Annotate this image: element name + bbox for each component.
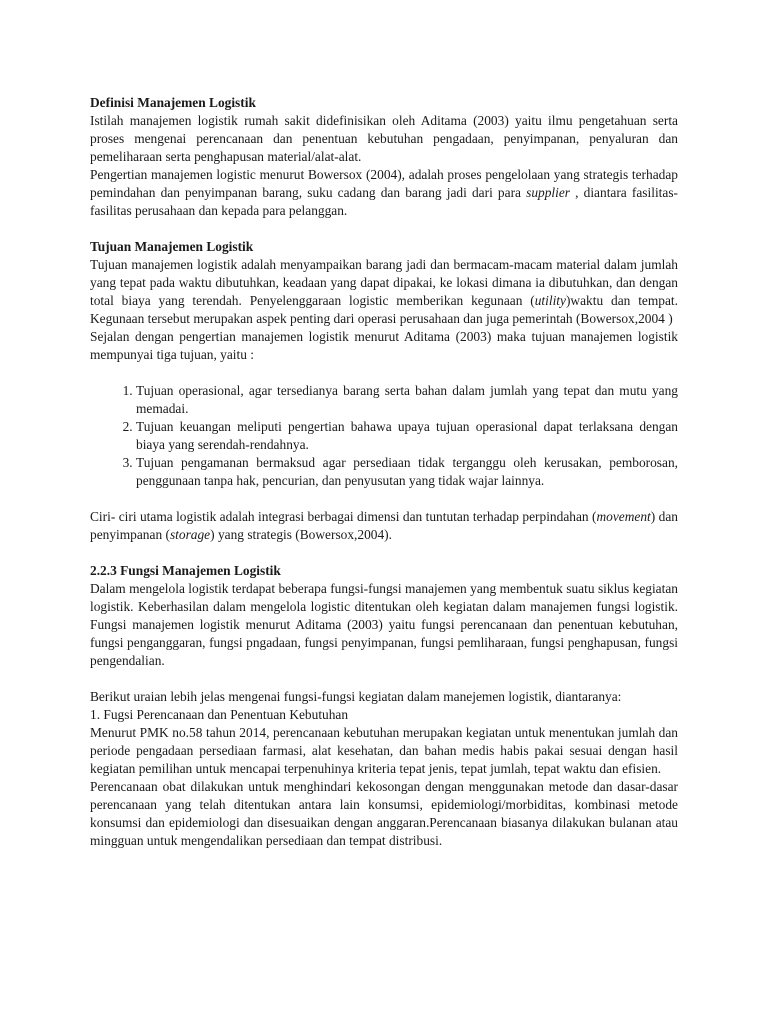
paragraph-tujuan-3 (90, 508, 678, 544)
paragraph-fungsi-1: Dalam mengelola logistik terdapat beberapa fungsi-fungsi manajemen yang membentuk suatu siklus kegiatan logistik. Keberhasilan dalam mengelola logistic ditentukan oleh kegiatan dalam manajemen fungsi logistik. Fungsi manajemen logistik menurut Aditama (2003) yaitu fungsi perencanaan dan penentuan kebutuhan, fungsi penganggaran, fungsi pngadaan, fungsi penyimpanan, fungsi pemliharaan, fungsi penghapusan, fungsi pengendalian. (90, 581, 678, 668)
paragraph-fungsi-5: Perencanaan obat dilakukan untuk menghindari kekosongan dengan menggunakan metode dan dasar-dasar perencanaan yang telah ditentukan antara lain konsumsi, epidemiologi/morbiditas, kombinasi metode konsumsi dan epidemiologi dan disesuaikan dengan anggaran.Perencanaan biasanya dilakukan bulanan atau mingguan untuk mengendalikan persediaan dan tempat distribusi. (90, 779, 678, 848)
text-run: Tujuan manajemen logistik adalah menyampaikan barang jadi dan bermacam-macam material dalam jumlah yang tepat pada waktu dibutuhkan, keadaan yang dapat dipakai, ke lokasi dimana ia dibutuhkan, dan dengan total biaya yang terendah. Penyelenggaraan logistic memberikan kegunaan ( (90, 257, 678, 308)
italic-term-movement: movement (596, 509, 651, 524)
paragraph-fungsi-4: Menurut PMK no.58 tahun 2014, perencanaan kebutuhan merupakan kegiatan untuk menentukan jumlah dan periode pengadaan persediaan farmasi, alat kesehatan, dan bahan medis habis pakai sesuai dengan hasil kegiatan pemilihan untuk mencapai terpenuhinya kriteria tepat jenis, tepat jumlah, tepat waktu dan efisien. (90, 725, 678, 776)
paragraph-definisi-2 (90, 166, 678, 220)
spacer (90, 490, 678, 508)
italic-term-supplier: supplier (526, 185, 571, 200)
heading-tujuan: Tujuan Manajemen Logistik (90, 239, 254, 254)
spacer (90, 364, 678, 382)
spacer (90, 544, 678, 562)
paragraph-fungsi-2: Berikut uraian lebih jelas mengenai fungsi-fungsi kegiatan dalam manejemen logistik, diantaranya: (90, 689, 622, 704)
spacer (90, 670, 678, 688)
text-run: , diantara fasilitas-fasilitas perusahaan dan kepada para pelanggan. (90, 185, 678, 218)
tujuan-list (90, 382, 678, 490)
document-body (90, 94, 678, 850)
text-run: ) dan penyimpanan ( (90, 509, 678, 542)
text-run: ) yang strategis (Bowersox,2004). (210, 527, 392, 542)
text-run: Ciri- ciri utama logistik adalah integrasi berbagai dimensi dan tuntutan terhadap perpindahan ( (90, 509, 597, 524)
spacer (90, 220, 678, 238)
italic-term-utility: utility (534, 293, 566, 308)
heading-definisi: Definisi Manajemen Logistik (90, 95, 256, 110)
list-item: 1. Tujuan operasional, agar tersedianya barang serta bahan dalam jumlah yang tepat dan mutu yang memadai. (136, 382, 678, 418)
list-item: 3. Tujuan pengamanan bermaksud agar persediaan tidak terganggu oleh kerusakan, pemborosan, penggunaan tanpa hak, pencurian, dan penyusutan yang tidak wajar lainnya. (136, 454, 678, 490)
list-item: 2. Tujuan keuangan meliputi pengertian bahawa upaya tujuan operasional dapat terlaksana dengan biaya yang serendah-rendahnya. (136, 418, 678, 454)
paragraph-tujuan-1 (90, 256, 678, 328)
paragraph-fungsi-3: 1. Fugsi Perencanaan dan Penentuan Kebutuhan (90, 707, 349, 722)
heading-fungsi: 2.2.3 Fungsi Manajemen Logistik (90, 563, 281, 578)
text-run: )waktu dan tempat. Kegunaan tersebut merupakan aspek penting dari operasi perusahaan dan juga pemerintah (Bowersox,2004 ) (90, 293, 678, 326)
paragraph-definisi-1: Istilah manajemen logistik rumah sakit didefinisikan oleh Aditama (2003) yaitu ilmu pengetahuan serta proses mengenai perencanaan dan penentuan kebutuhan pengadaan, penyimpanan, penyaluran dan pemeliharaan serta penghapusan material/alat-alat. (90, 113, 678, 164)
text-run: Pengertian manajemen logistic menurut Bowersox (2004), adalah proses pengelolaan yang strategis terhadap pemindahan dan penyimpanan barang, suku cadang dan barang jadi dari para (90, 167, 678, 200)
paragraph-tujuan-2: Sejalan dengan pengertian manajemen logistik menurut Aditama (2003) maka tujuan manajemen logistik mempunyai tiga tujuan, yaitu : (90, 329, 678, 362)
italic-term-storage: storage (169, 527, 211, 542)
